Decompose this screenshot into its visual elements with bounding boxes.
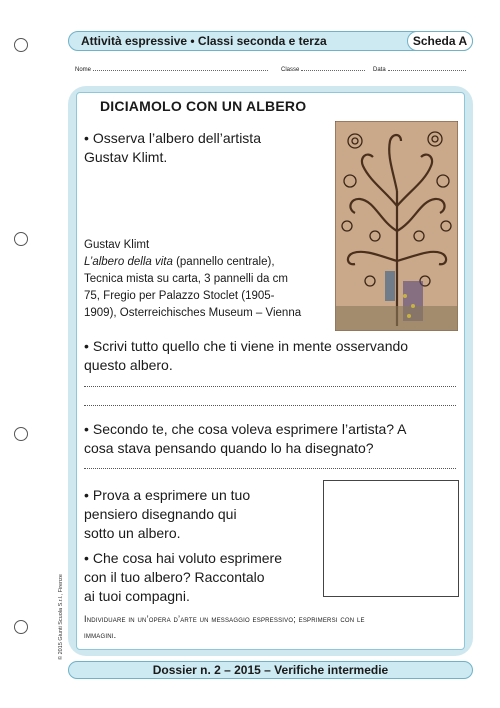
tree-of-life-artwork [335, 121, 458, 331]
bullet-icon: • [84, 487, 89, 503]
header-title: Attività espressive • Classi seconda e terza [81, 34, 327, 48]
binder-hole-upper [14, 232, 28, 246]
class-label: Classe [281, 67, 300, 73]
exercise-draw-tree: • Prova a esprimere un tuo pensiero disegnando qui sotto un albero. [84, 487, 251, 541]
sheet-tag: Scheda A [407, 31, 473, 51]
answer-line[interactable] [84, 468, 456, 469]
header-bar [68, 31, 473, 51]
artwork-caption: Gustav Klimt L’albero della vita (pannello centrale), Tecnica mista su carta, 3 pannelli da cm 75, Fregio per Palazzo Stoclet (1905- 1909), Osterreichisches Museum – Vienna [84, 237, 330, 322]
exercise-artist-intent: • Secondo te, che cosa voleva esprimere l’artista? A cosa stava pensando quando lo ha disegnato? [84, 421, 407, 456]
drawing-box[interactable] [323, 480, 459, 597]
bullet-icon: • [84, 130, 89, 146]
answer-line[interactable] [84, 386, 456, 387]
date-field[interactable] [373, 64, 466, 73]
student-fields [75, 64, 473, 76]
footer-bar: Dossier n. 2 – 2015 – Verifiche intermedie [68, 661, 473, 679]
worksheet-title: DICIAMOLO CON UN ALBERO [100, 98, 307, 114]
copyright-note: © 2015 Giunti Scuola S.r.l., Firenze [58, 574, 64, 660]
bullet-icon: • [84, 421, 89, 437]
artwork-title: L’albero della vita [84, 256, 173, 268]
exercise-share: • Che cosa hai voluto esprimere con il tuo albero? Raccontalo ai tuoi compagni. [84, 550, 283, 604]
bullet-icon: • [84, 550, 89, 566]
binder-hole-lower [14, 427, 28, 441]
binder-hole-top [14, 38, 28, 52]
artist-name: Gustav Klimt [84, 239, 150, 251]
answer-line[interactable] [84, 405, 456, 406]
name-field[interactable] [75, 64, 268, 73]
name-label: Nome [75, 67, 92, 73]
date-label: Data [373, 67, 386, 73]
exercise-observe: • Osserva l’albero dell’artista Gustav Klimt. [84, 130, 261, 165]
binder-hole-bottom [14, 620, 28, 634]
exercise-write-thoughts: • Scrivi tutto quello che ti viene in mente osservando questo albero. [84, 338, 409, 373]
bullet-icon: • [84, 338, 89, 354]
learning-goal: Individuare in un’opera d’arte un messaggio espressivo; esprimersi con le immagini. [84, 614, 365, 640]
class-field[interactable] [281, 64, 365, 73]
